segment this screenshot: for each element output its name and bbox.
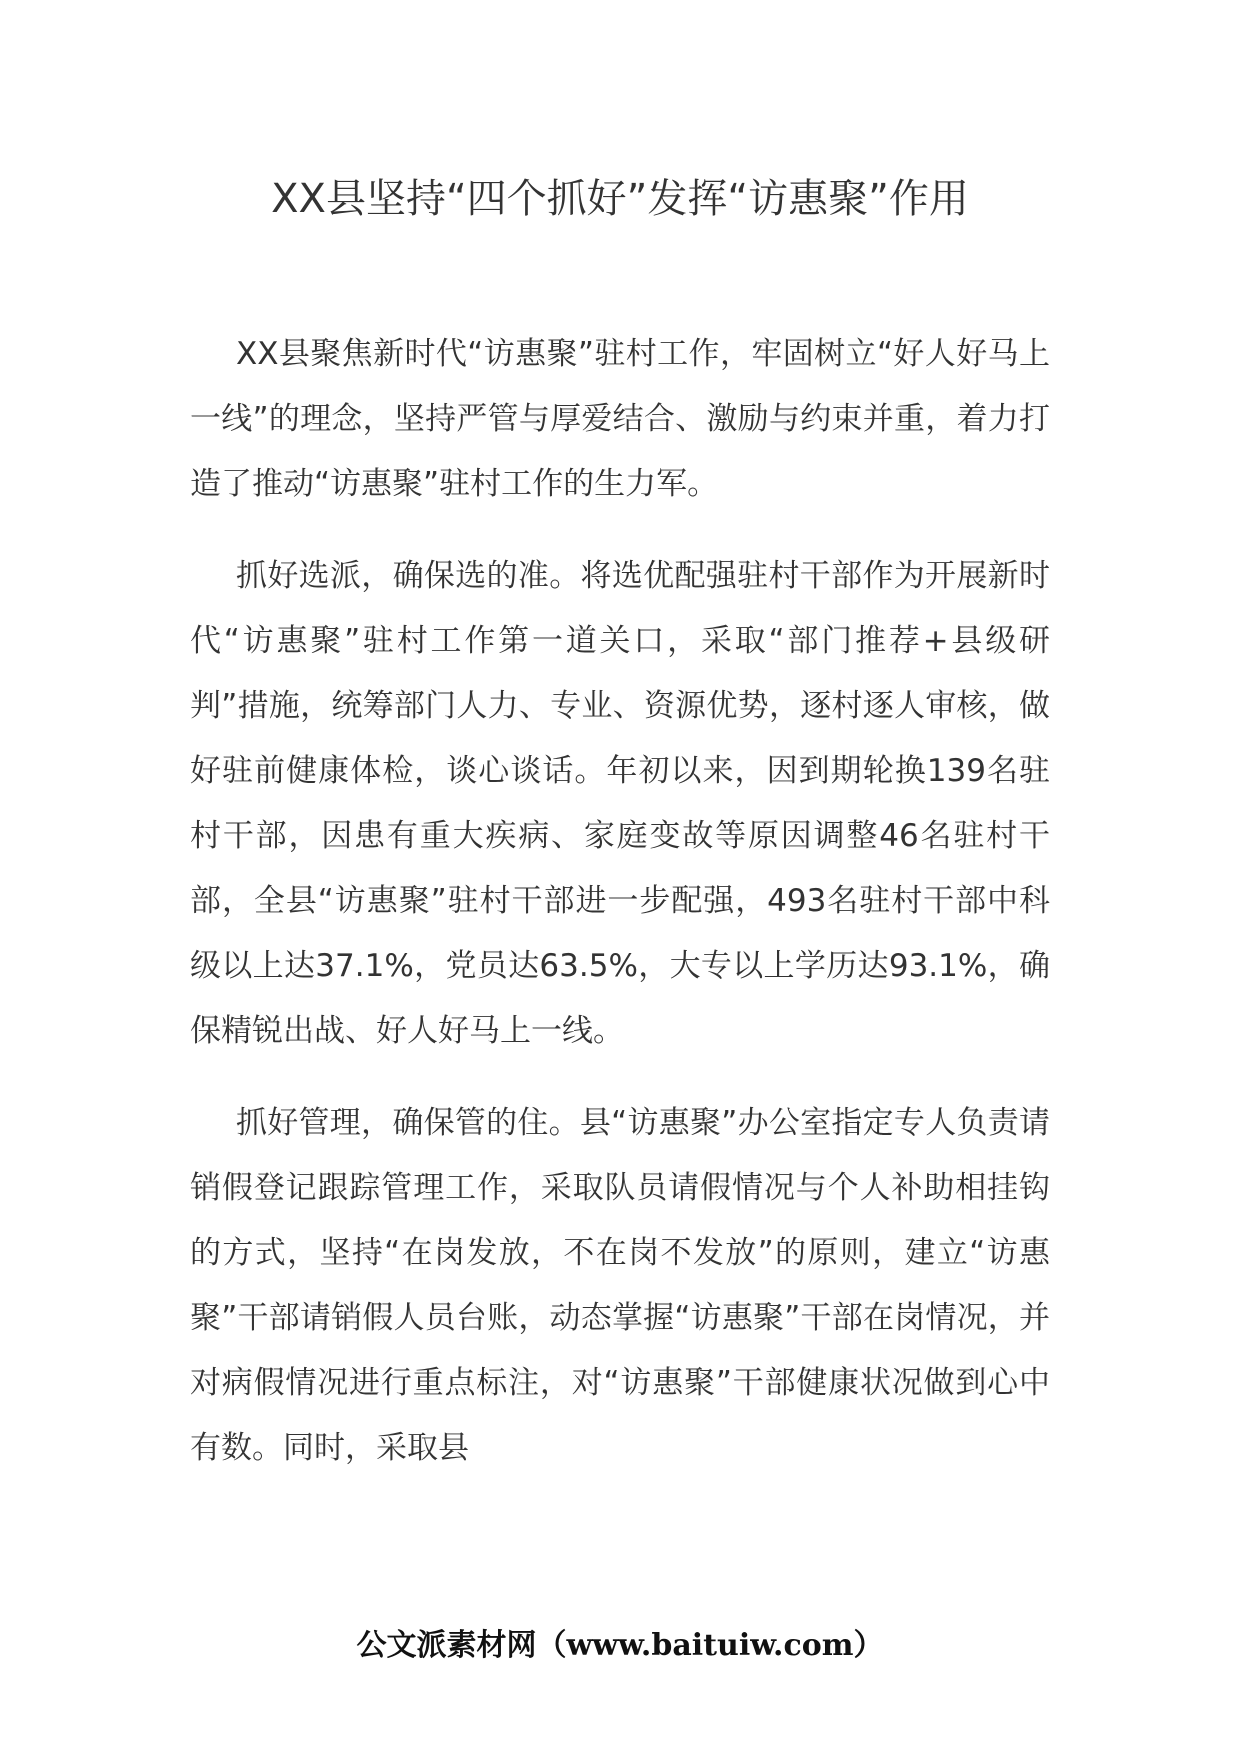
- footer-watermark: 公文派素材网（www.baituiw.com）: [356, 1628, 884, 1663]
- document-title: XX县坚持“四个抓好”发挥“访惠聚”作用: [271, 176, 969, 222]
- document-body: [190, 322, 1050, 1508]
- paragraph-selection: 抓好选派，确保选的准。将选优配强驻村干部作为开展新时代“访惠聚”驻村工作第一道关口，采取“部门推荐+县级研判”措施，统筹部门人力、专业、资源优势，逐村逐人审核，做好驻前健康体检，谈心谈话。年初以来，因到期轮换139名驻村干部，因患有重大疾病、家庭变故等原因调整46名驻村干部，全县“访惠聚”驻村干部进一步配强，493名驻村干部中科级以上达37.1%，党员达63.5%，大专以上学历达93.1%，确保精锐出战、好人好马上一线。: [190, 558, 1050, 1049]
- paragraph-management: 抓好管理，确保管的住。县“访惠聚”办公室指定专人负责请销假登记跟踪管理工作，采取队员请假情况与个人补助相挂钩的方式，坚持“在岗发放，不在岗不发放”的原则，建立“访惠聚”干部请销假人员台账，动态掌握“访惠聚”干部在岗情况，并对病假情况进行重点标注，对“访惠聚”干部健康状况做到心中有数。同时，采取县: [190, 1105, 1050, 1466]
- paragraph-intro: XX县聚焦新时代“访惠聚”驻村工作，牢固树立“好人好马上一线”的理念，坚持严管与厚爱结合、激励与约束并重，着力打造了推动“访惠聚”驻村工作的生力军。: [190, 336, 1050, 502]
